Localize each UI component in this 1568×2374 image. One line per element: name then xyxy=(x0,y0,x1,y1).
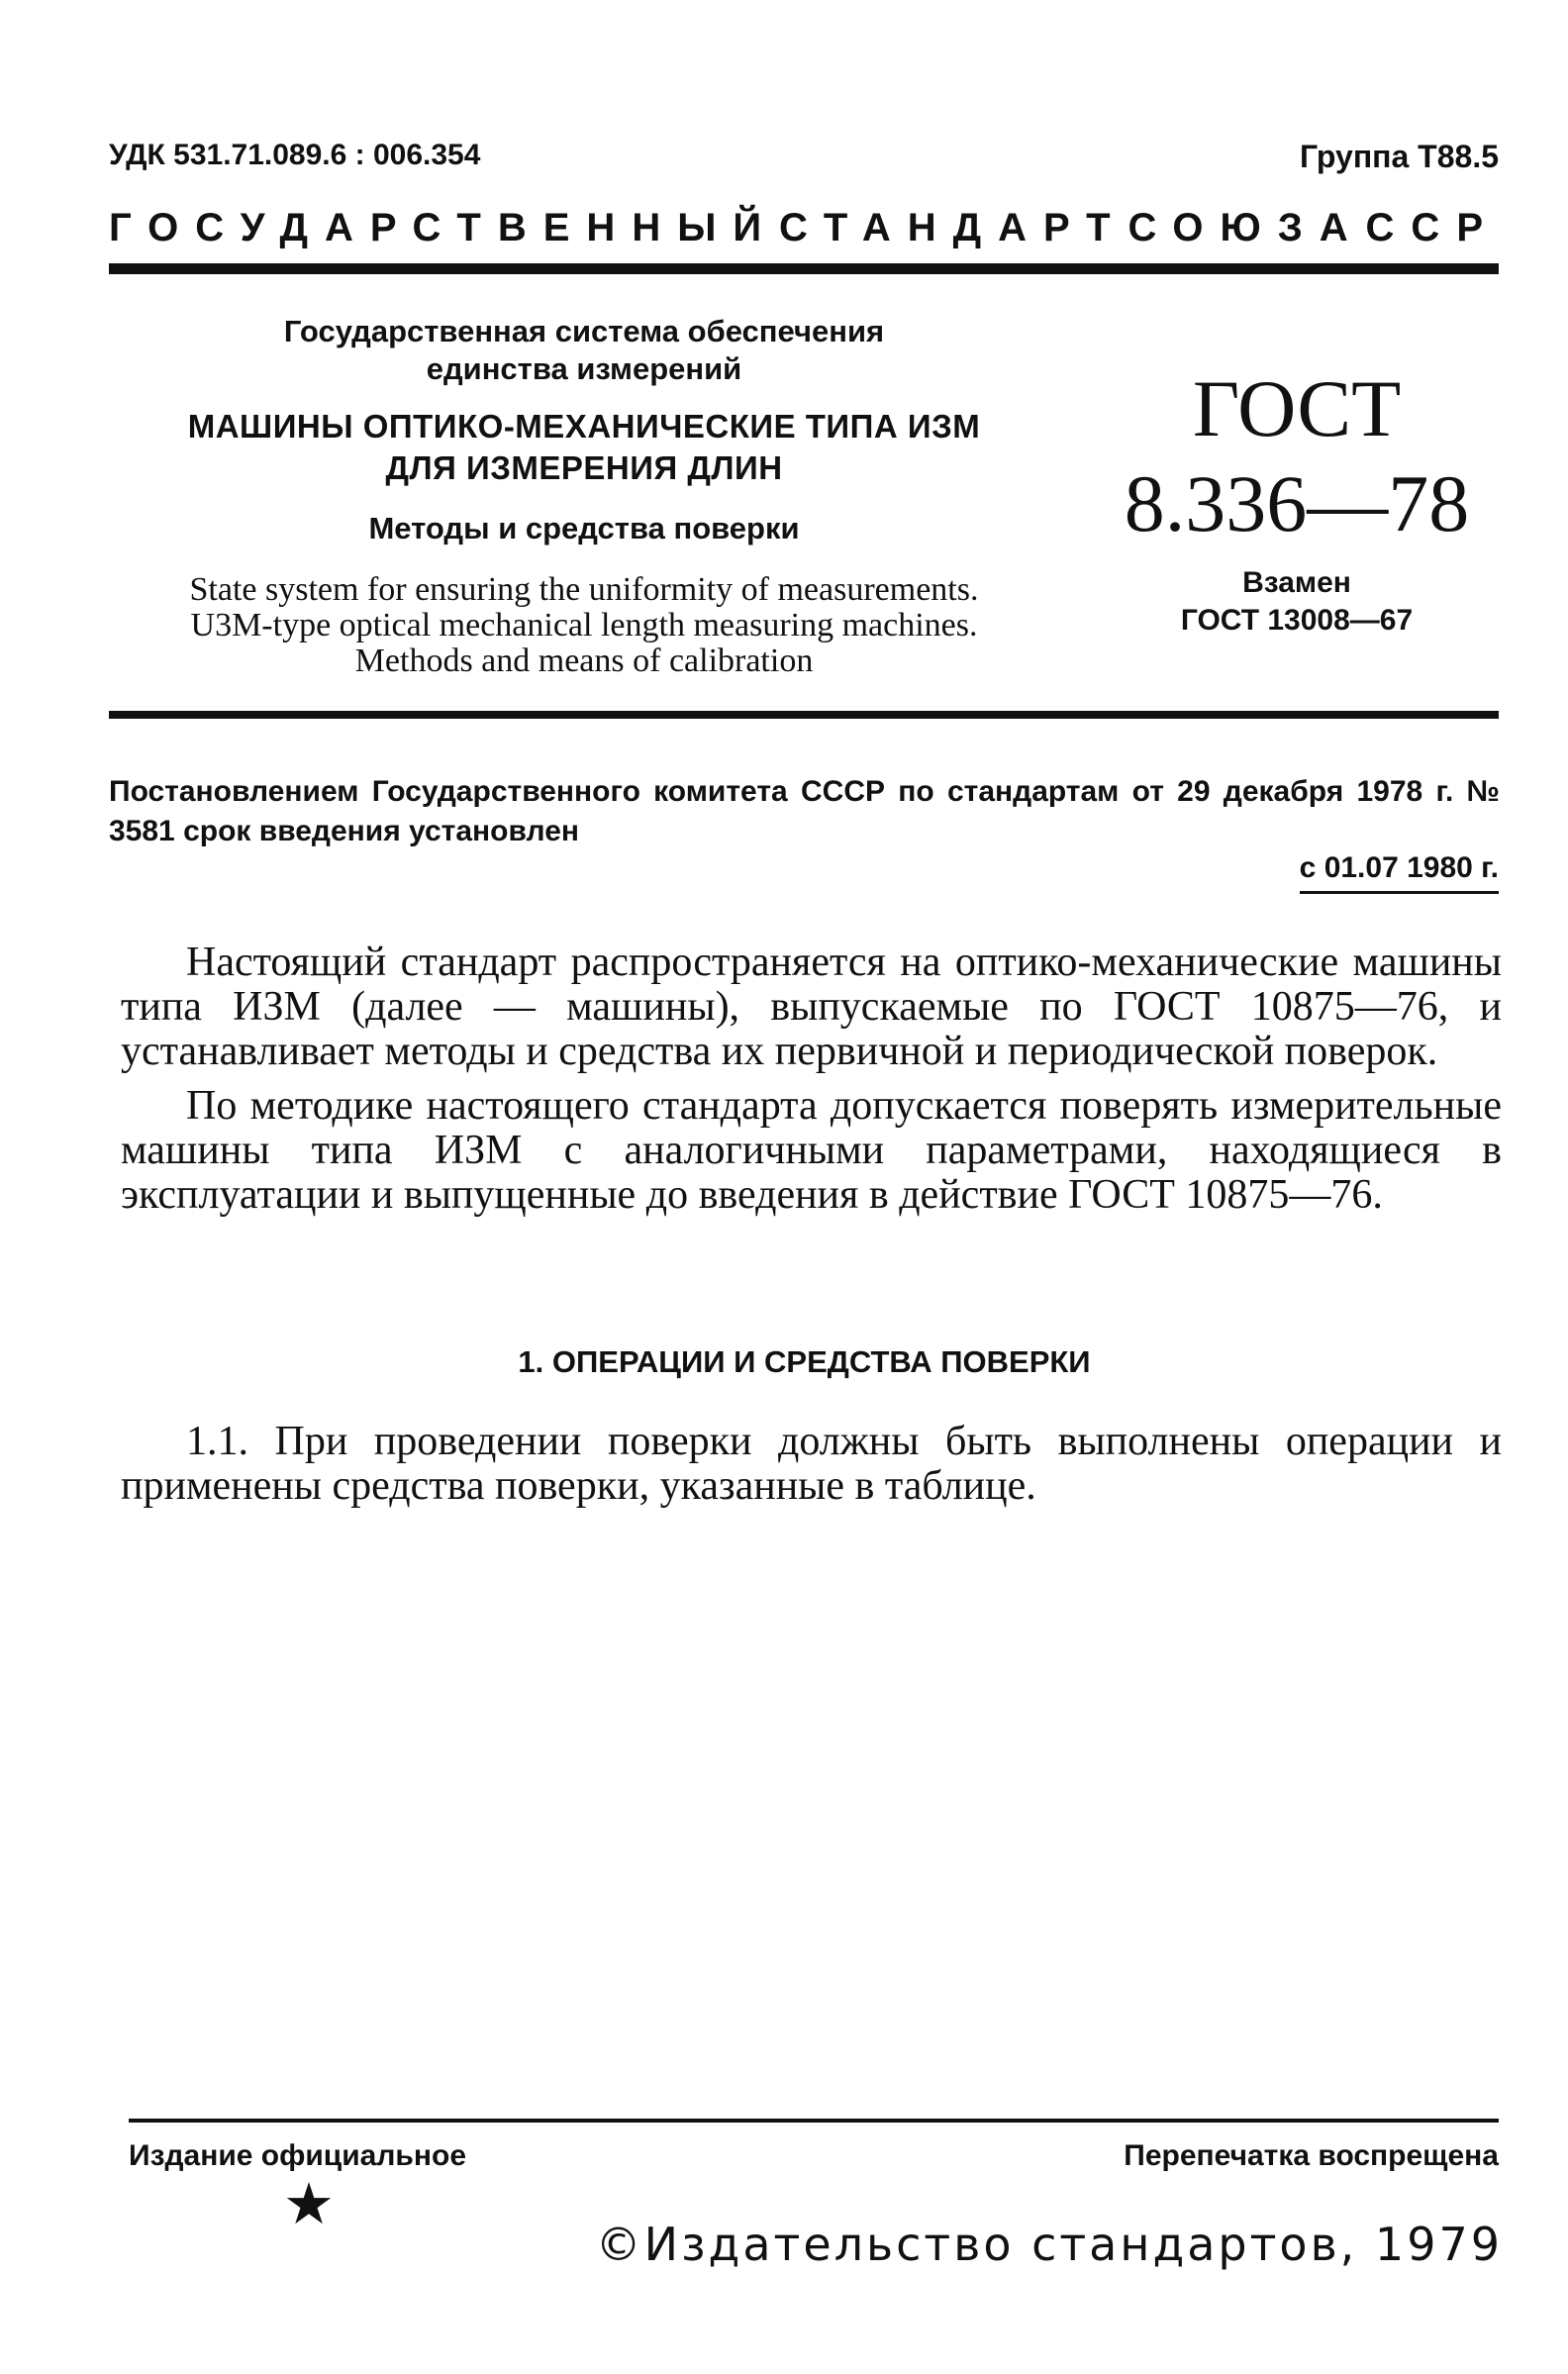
star-icon: ★ xyxy=(283,2170,335,2237)
banner-word: ССР xyxy=(1365,206,1500,249)
document-title xyxy=(109,406,1059,489)
title-block xyxy=(109,313,1059,679)
clause-1-1: 1.1. При проведении поверки должны быть выполнены операции и применены средства поверки, указанные в таблице. xyxy=(121,1419,1502,1509)
banner-word: СТАНДАРТ xyxy=(779,206,1127,249)
english-title xyxy=(109,572,1059,679)
reprint-prohibited: Перепечатка воспрещена xyxy=(1124,2139,1499,2172)
gost-designation xyxy=(1089,361,1505,551)
section-heading: 1. ОПЕРАЦИИ И СРЕДСТВА ПОВЕРКИ xyxy=(518,1344,1091,1379)
body-paragraph: Настоящий стандарт распространяется на оптико-механические машины типа ИЗМ (далее — машины), выпускаемые по ГОСТ 10875—76, и устанавливает методы и средства их первичной и периодической поверок. xyxy=(121,940,1502,1074)
decree-text: Постановлением Государственного комитета СССР по стандартам от 29 декабря 1978 г. № 3581 срок введения установлен xyxy=(109,775,1500,847)
replaces-label: Взамен xyxy=(1242,566,1351,599)
banner-word: ГОСУДАРСТВЕННЫЙ xyxy=(109,206,779,249)
footer-rule xyxy=(129,2119,1499,2123)
replaces-block xyxy=(1089,564,1505,640)
banner-word: СОЮЗА xyxy=(1127,206,1365,249)
replaces-number: ГОСТ 13008—67 xyxy=(1180,604,1414,637)
english-title-line: U3M-type optical mechanical length measuring machines. xyxy=(190,607,978,643)
udk-code: УДК 531.71.089.6 : 006.354 xyxy=(109,139,481,171)
official-edition: Издание официальное xyxy=(129,2139,467,2172)
state-standard-banner xyxy=(109,206,1500,250)
publisher-copyright: ©Издательство стандартов, 1979 xyxy=(595,2218,1503,2271)
title-block-rule xyxy=(109,711,1499,719)
header-rule xyxy=(109,263,1499,274)
english-title-line: State system for ensuring the uniformity of measurements. xyxy=(189,571,979,608)
scope-section xyxy=(121,940,1502,1218)
system-title xyxy=(109,313,1059,388)
system-title-line: единства измерений xyxy=(426,351,742,386)
gost-number: 8.336—78 xyxy=(1124,458,1470,548)
document-subtitle: Методы и средства поверки xyxy=(368,511,800,545)
gost-label: ГОСТ xyxy=(1192,363,1402,453)
effective-date: с 01.07 1980 г. xyxy=(1300,851,1499,894)
system-title-line: Государственная система обеспечения xyxy=(283,314,885,348)
group-code: Группа Т88.5 xyxy=(1299,139,1499,174)
body-paragraph: По методике настоящего стандарта допускается поверять измерительные машины типа ИЗМ с аналогичными параметрами, находящиеся в эксплуатации и выпущенные до введения в действие ГОСТ 10875—76. xyxy=(121,1083,1502,1218)
english-title-line: Methods and means of calibration xyxy=(354,643,814,679)
document-title-line: ДЛЯ ИЗМЕРЕНИЯ ДЛИН xyxy=(385,449,783,486)
document-title-line: МАШИНЫ ОПТИКО-МЕХАНИЧЕСКИЕ ТИПА ИЗМ xyxy=(187,408,981,445)
